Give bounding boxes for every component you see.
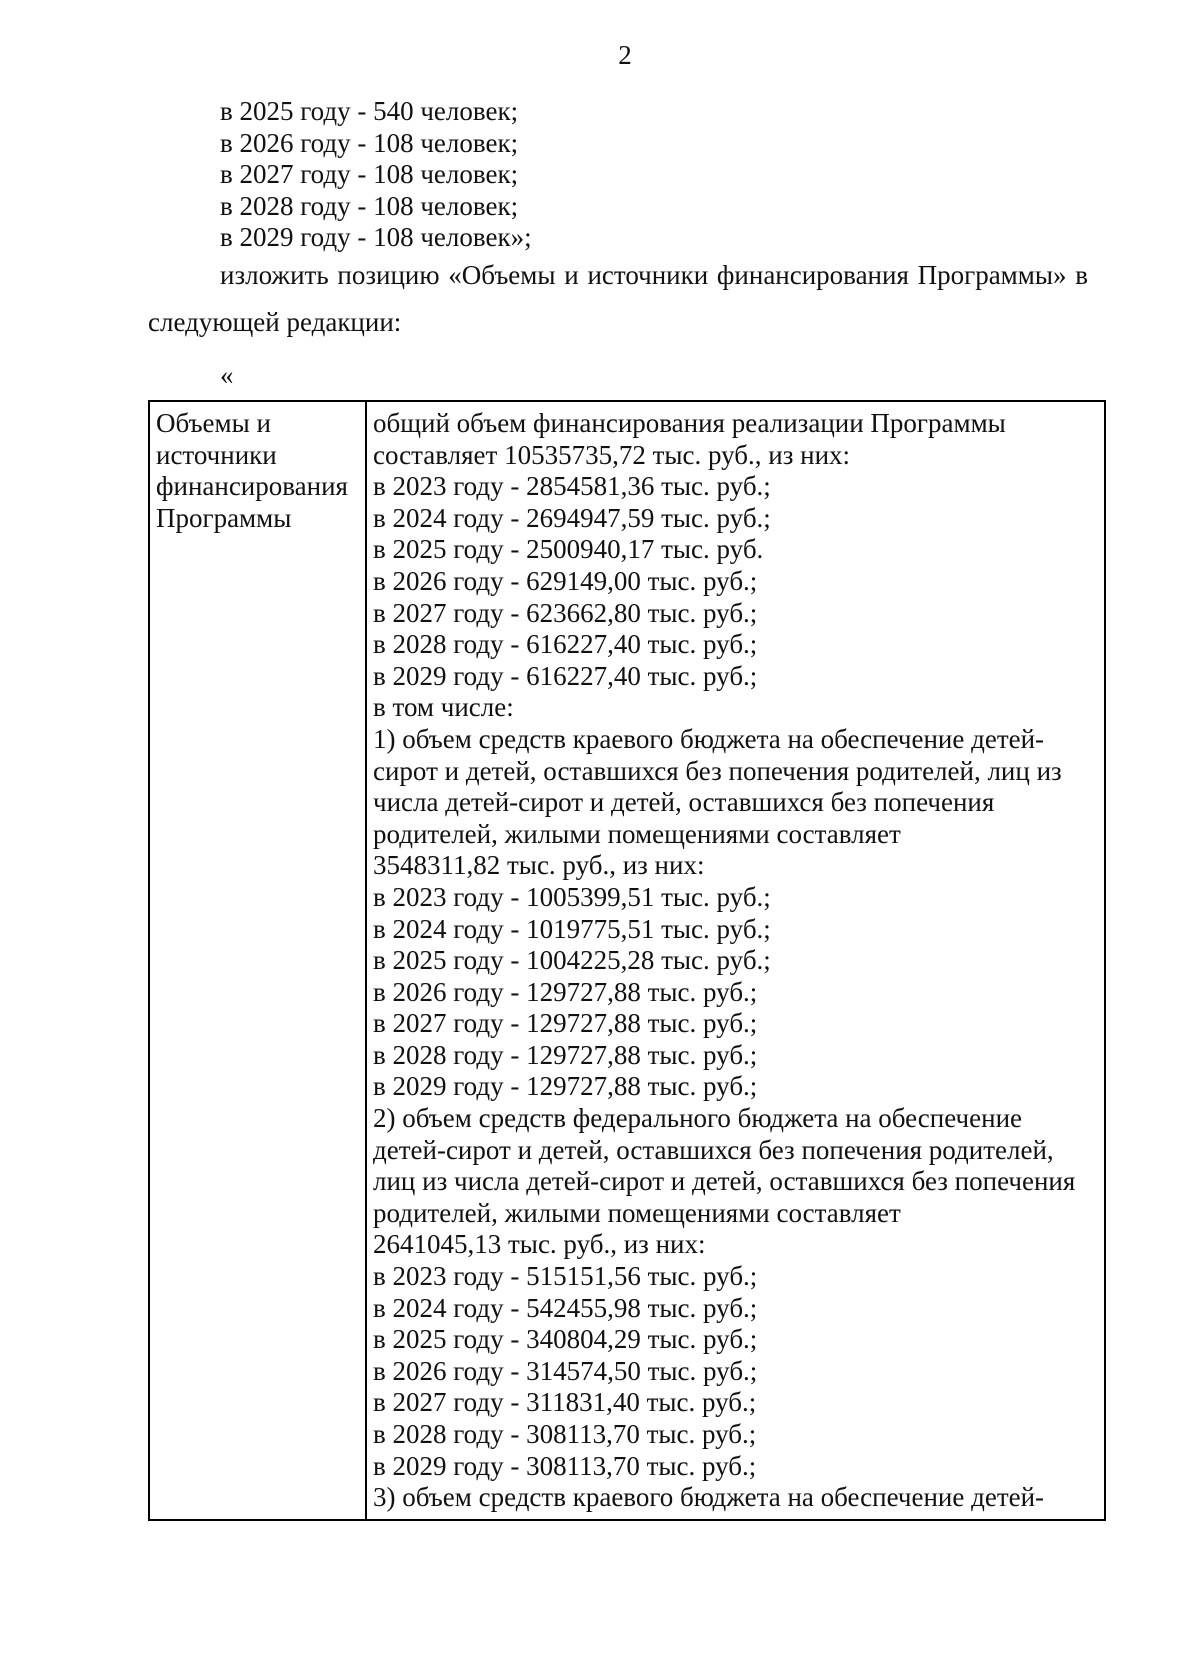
content-line: лиц из числа детей-сирот и детей, оставшихся без попечения	[373, 1166, 1076, 1197]
content-line: в 2025 году - 2500940,17 тыс. руб.	[373, 534, 764, 565]
funding-table	[148, 400, 1106, 1521]
content-line: 2641045,13 тыс. руб., из них:	[373, 1229, 706, 1260]
content-line: сирот и детей, оставшихся без попечения родителей, лиц из	[373, 755, 1062, 786]
content-line: в 2028 году - 308113,70 тыс. руб.;	[373, 1419, 757, 1449]
content-line: родителей, жилыми помещениями составляет	[373, 818, 901, 849]
opening-quote-mark: «	[220, 360, 234, 390]
content-line: общий объем финансирования реализации Программы	[373, 408, 1006, 438]
content-line: в 2026 году - 129727,88 тыс. руб.;	[373, 976, 758, 1007]
content-line: в 2029 году - 129727,88 тыс. руб.;	[373, 1071, 758, 1102]
content-line: в 2026 году - 314574,50 тыс. руб.;	[373, 1355, 758, 1386]
content-line: в 2026 году - 629149,00 тыс. руб.;	[373, 565, 758, 596]
content-line: детей-сирот и детей, оставшихся без попечения родителей,	[373, 1134, 1054, 1165]
intro-line: в 2025 году - 540 человек;	[220, 96, 519, 126]
intro-line: в 2027 году - 108 человек;	[220, 159, 519, 189]
content-line: в 2025 году - 1004225,28 тыс. руб.;	[373, 945, 771, 976]
content-line: в 2023 году - 1005399,51 тыс. руб.;	[373, 881, 771, 912]
content-line: 2) объем средств федерального бюджета на обеспечение	[373, 1103, 1023, 1134]
intro-line: в 2026 году - 108 человек;	[220, 127, 519, 158]
content-line: в 2024 году - 542455,98 тыс. руб.;	[373, 1292, 758, 1323]
content-line: в том числе:	[373, 692, 514, 723]
content-line: в 2028 году - 129727,88 тыс. руб.;	[373, 1039, 758, 1070]
content-line: в 2023 году - 515151,56 тыс. руб.;	[373, 1261, 758, 1292]
content-line: 3548311,82 тыс. руб., из них:	[373, 850, 705, 881]
label-line: Объемы и	[156, 408, 271, 438]
instruction-text-line2: следующей редакции:	[148, 307, 402, 337]
content-line: в 2028 году - 616227,40 тыс. руб.;	[373, 629, 758, 660]
content-line: в 2029 году - 308113,70 тыс. руб.;	[373, 1450, 757, 1481]
label-line: источники	[156, 439, 277, 470]
content-line: составляет 10535735,72 тыс. руб., из них:	[373, 439, 851, 470]
table-label-cell	[150, 402, 367, 1519]
content-line: родителей, жилыми помещениями составляет	[373, 1197, 901, 1228]
content-line: в 2027 году - 129727,88 тыс. руб.;	[373, 1008, 758, 1039]
intro-line: в 2028 году - 108 человек;	[220, 190, 519, 221]
content-line: 3) объем средств краевого бюджета на обеспечение детей-	[373, 1482, 1045, 1513]
content-line: в 2024 году - 1019775,51 тыс. руб.;	[373, 913, 771, 944]
label-line: Программы	[156, 502, 292, 533]
intro-line: в 2029 году - 108 человек»;	[220, 222, 532, 252]
content-line: числа детей-сирот и детей, оставшихся без попечения	[373, 787, 995, 818]
content-line: в 2027 году - 311831,40 тыс. руб.;	[373, 1387, 757, 1418]
content-line: в 2024 году - 2694947,59 тыс. руб.;	[373, 502, 771, 533]
content-line: в 2023 году - 2854581,36 тыс. руб.;	[373, 471, 771, 502]
content-line: в 2029 году - 616227,40 тыс. руб.;	[373, 660, 758, 691]
instruction-text-line1: изложить позицию «Объемы и источники финансирования Программы» в	[220, 260, 1088, 290]
content-line: 1) объем средств краевого бюджета на обеспечение детей-	[373, 723, 1045, 754]
page-number: 2	[618, 40, 632, 70]
label-line: финансирования	[156, 471, 348, 502]
intro-year-list	[220, 96, 532, 254]
content-line: в 2027 году - 623662,80 тыс. руб.;	[373, 597, 758, 628]
content-line: в 2025 году - 340804,29 тыс. руб.;	[373, 1324, 758, 1355]
table-content-cell	[367, 402, 1104, 1519]
